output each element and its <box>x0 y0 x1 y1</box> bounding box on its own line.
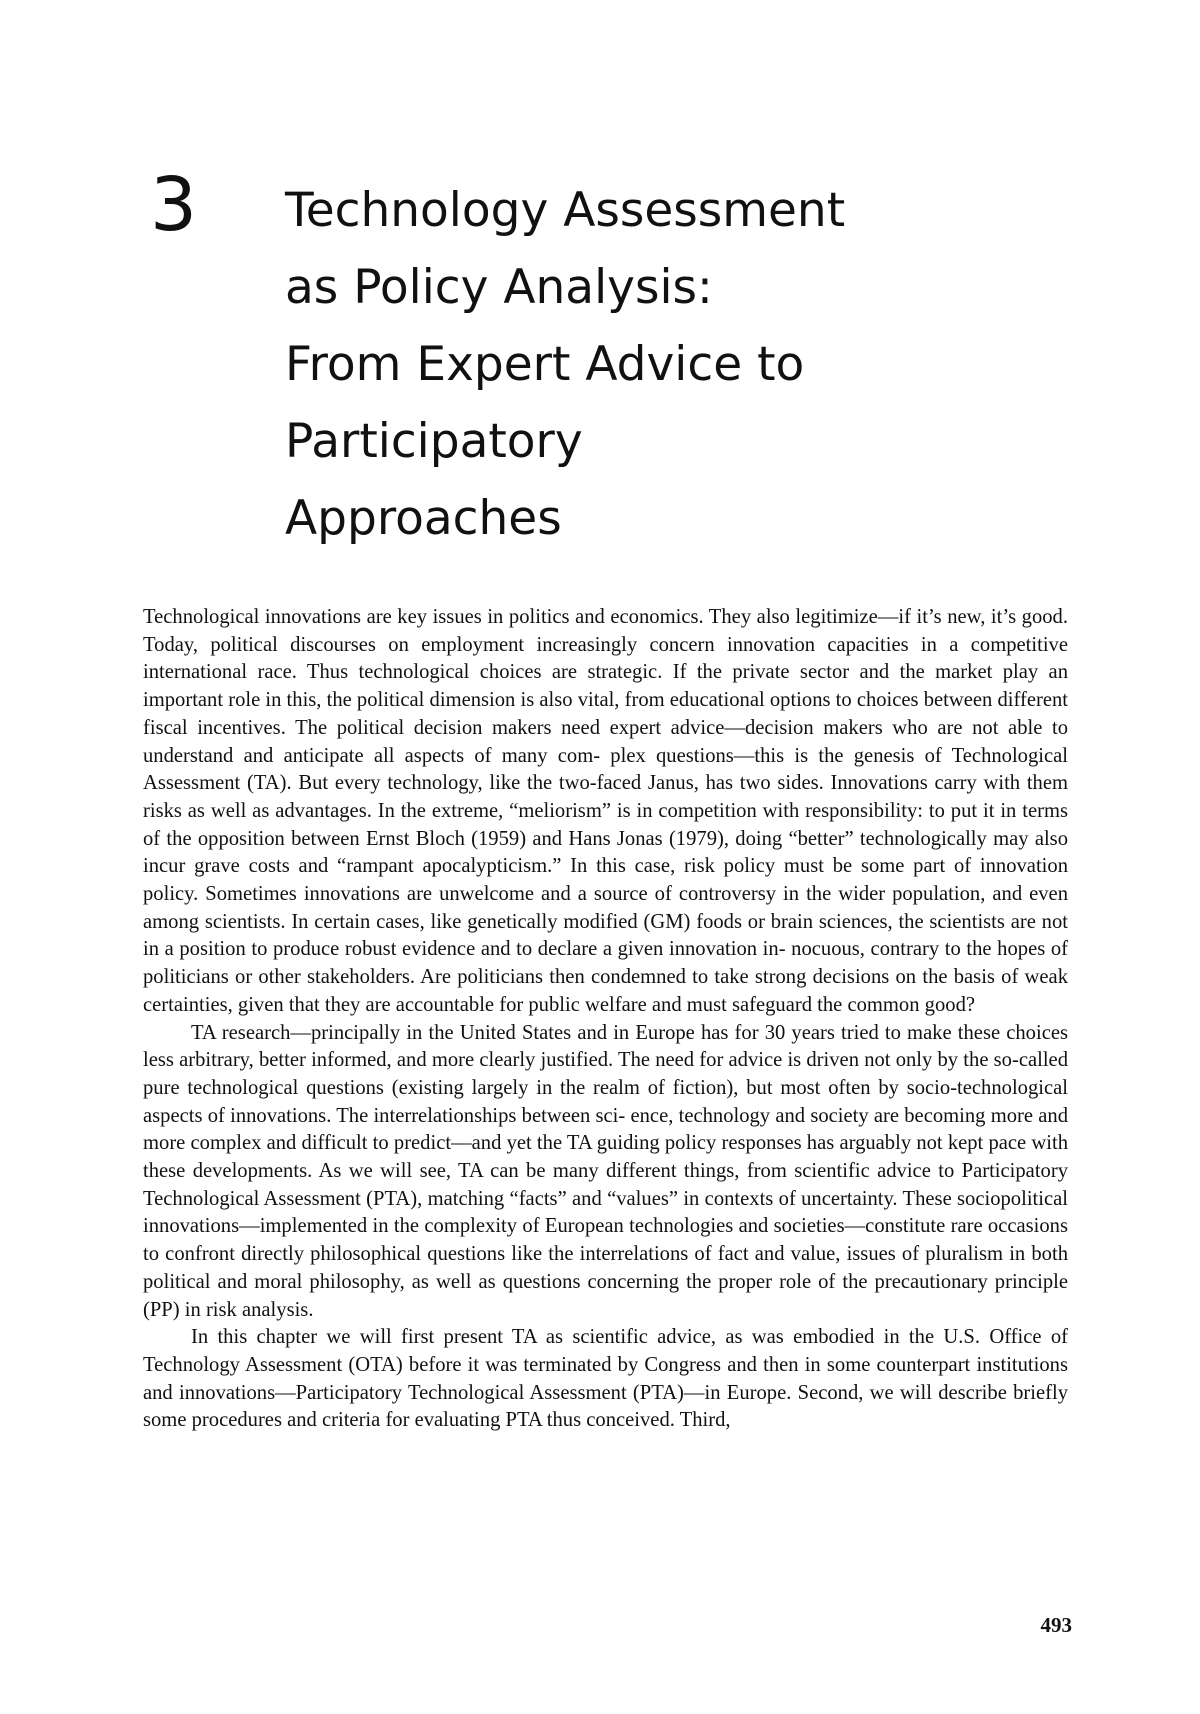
page-number: 493 <box>1040 1613 1072 1637</box>
chapter-title-line: From Expert Advice to <box>285 337 805 392</box>
chapter-title-line: Participatory <box>285 414 583 469</box>
chapter-title-line: Technology Assessment <box>285 183 846 238</box>
chapter-number: 3 <box>150 162 198 248</box>
body-text <box>143 604 1068 1435</box>
paragraph-intro: Technological innovations are key issues in politics and economics. They also legitimize—if it’s new, it’s good. Today, political discourses on employment increasingly concern innovation capacities in a competitive international race. Thus technological choices are strategic. If the private sector and the market play an important role in this, the political dimension is also vital, from educational options to choices between different fiscal incentives. The political decision makers need expert advice—decision makers who are not able to understand and anticipate all aspects of many com- plex questions—this is the genesis of Technological Assessment (TA). But every technology, like the two-faced Janus, has two sides. Innovations carry with them risks as well as advantages. In the extreme, “meliorism” is in competition with responsibility: to put it in terms of the opposition between Ernst Bloch (1959) and Hans Jonas (1979), doing “better” technologically may also incur grave costs and “rampant apocalypticism.” In this case, risk policy must be some part of innovation policy. Sometimes innovations are unwelcome and a source of controversy in the wider population, and even among scientists. In certain cases, like genetically modified (GM) foods or brain sciences, the scientists are not in a position to produce robust evidence and to declare a given innovation in- nocuous, contrary to the hopes of politicians or other stakeholders. Are politicians then condemned to take strong decisions on the basis of weak certainties, given that they are accountable for public welfare and must safeguard the common good? <box>143 606 1068 1016</box>
chapter-title <box>285 172 925 557</box>
paragraph-chapter-outline: In this chapter we will first present TA as scientific advice, as was embodied in the U.S. Office of Technology Assessment (OTA) before it was terminated by Congress and then in some counterpart institutions and innovations—Participatory Technological Assessment (PTA)—in Europe. Second, we will describe briefly some procedures and criteria for evaluating PTA thus conceived. Third, <box>143 1326 1068 1432</box>
chapter-title-line: Approaches <box>285 491 562 546</box>
chapter-title-line: as Policy Analysis: <box>285 260 713 315</box>
paragraph-ta-research: TA research—principally in the United States and in Europe has for 30 years tried to make these choices less arbitrary, better informed, and more clearly justified. The need for advice is driven not only by the so-called pure technological questions (existing largely in the realm of fiction), but most often by socio-technological aspects of innovations. The interrelationships between sci- ence, technology and society are becoming more and more complex and difficult to predict—and yet the TA guiding policy responses has arguably not kept pace with these developments. As we will see, TA can be many different things, from scientific advice to Participatory Technological Assessment (PTA), matching “facts” and “values” in contexts of uncertainty. These sociopolitical innovations—implemented in the complexity of European technologies and societies—constitute rare occasions to confront directly philosophical questions like the interrelations of fact and value, issues of pluralism in both political and moral philosophy, as well as questions concerning the proper role of the precautionary principle (PP) in risk analysis. <box>143 1021 1068 1321</box>
